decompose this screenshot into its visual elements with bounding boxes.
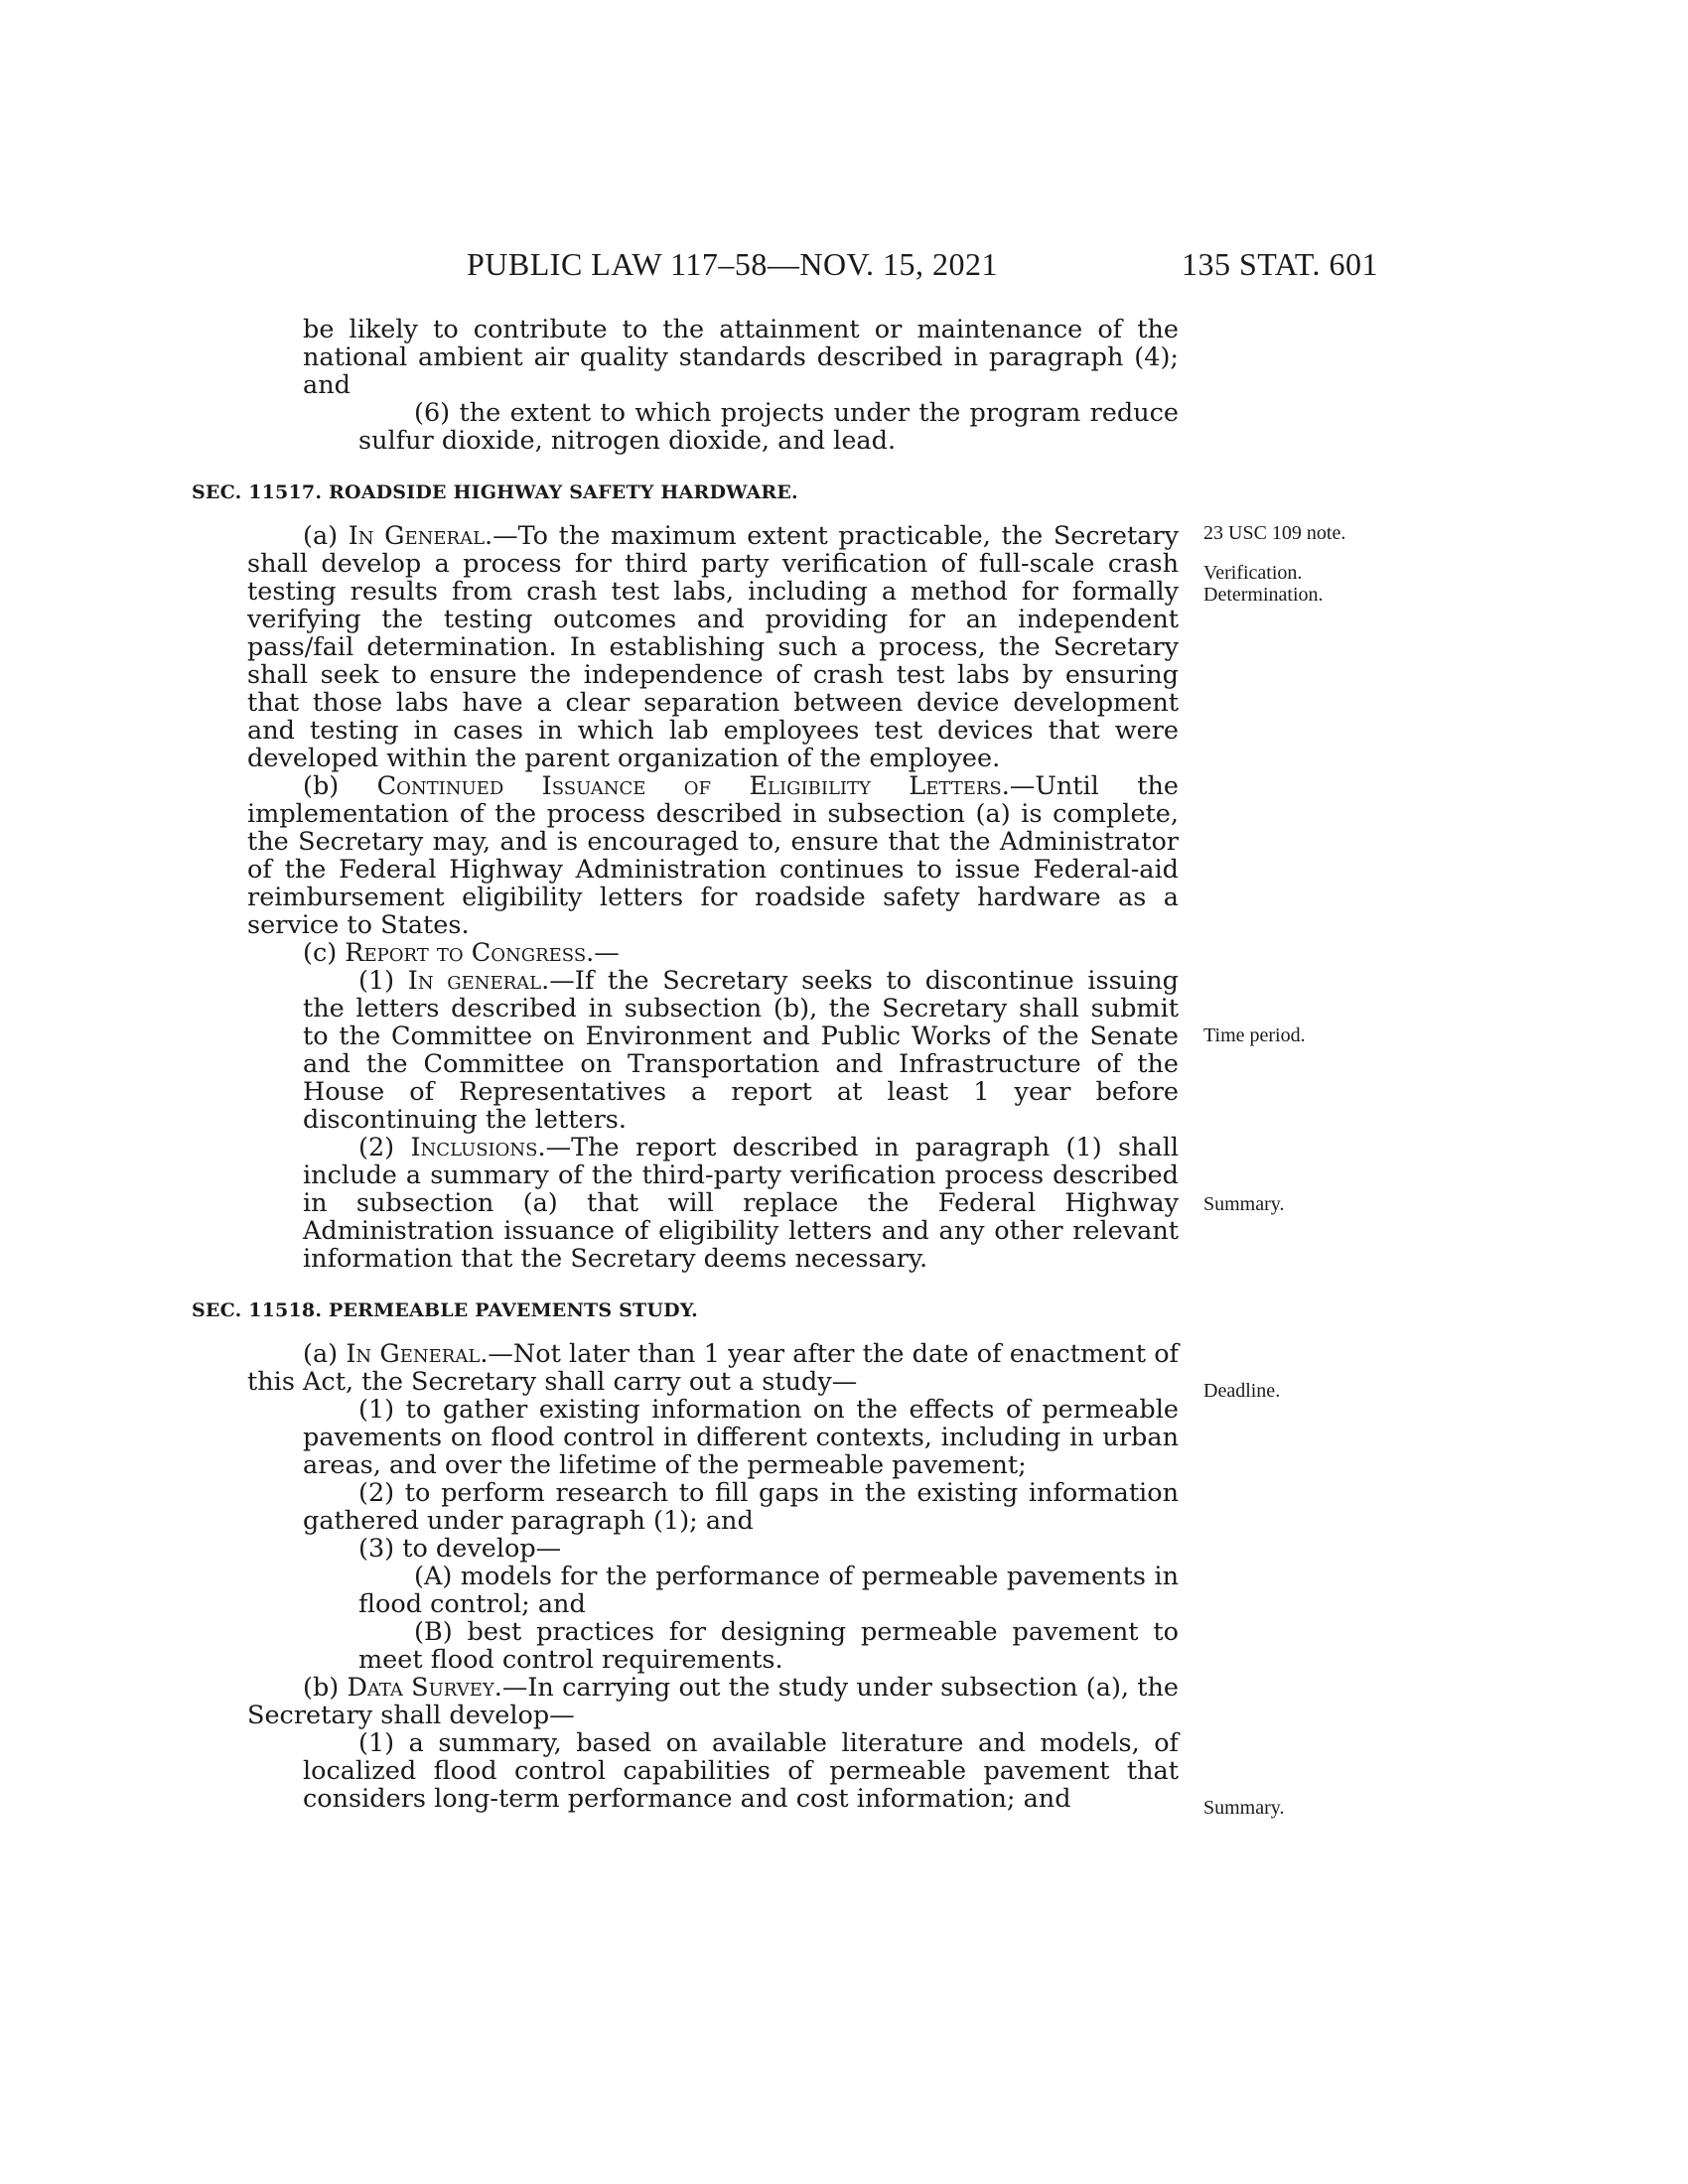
margin-note-time-period: Time period.: [1203, 1024, 1306, 1046]
subsection-text: .—: [586, 938, 620, 968]
paragraph-text: .—The report described in paragraph (1) shall include a summary of the third-party verification process described in subsection (a) that will replace the Federal Highway Administration issuance of eligibility letters and any other relevant information that the Secretary deems necessary.: [303, 1133, 1180, 1274]
subsection-heading: In General: [346, 1339, 481, 1369]
label: (1): [358, 966, 408, 996]
subsection-text: .—In carrying out the study under subsection (a), the Secretary shall develop—: [247, 1673, 1179, 1730]
paragraph-heading: In general: [407, 966, 542, 996]
subsection-11517-c: [247, 939, 1179, 967]
paragraph-11518-a2: (2) to perform research to fill gaps in the existing information gathered under paragraph (1); and: [303, 1478, 1179, 1536]
paragraph-11517-c1: [303, 967, 1179, 1134]
label: (2): [358, 1133, 411, 1162]
paragraph-11518-a3: (3) to develop—: [358, 1534, 562, 1564]
page-number: 135 STAT. 601: [1181, 246, 1378, 282]
subsection-text: .—To the maximum extent practicable, the Secretary shall develop a process for third party verification of full-scale crash testing results from crash test labs, including a method for formally verifying the testing outcomes and providing for an independent pass/fail determination. In establishing such a process, the Secretary shall seek to ensure the independence of crash test labs by ensuring that those labs have a clear separation between device development and testing in cases in which lab employees test devices that were developed within the parent organization of the employee.: [247, 521, 1179, 773]
paragraph-continuation: be likely to contribute to the attainment or maintenance of the national ambient air quality standards described in paragraph (4); and: [303, 315, 1179, 400]
subsection-11518-a: [247, 1340, 1179, 1396]
subsection-text: .—Not later than 1 year after the date of enactment of this Act, the Secretary shall carry out a study—: [247, 1339, 1179, 1397]
subsection-11517-b: [247, 772, 1179, 939]
margin-note-summary: Summary.: [1203, 1193, 1285, 1215]
paragraph-11517-c2: [303, 1134, 1179, 1273]
subsection-text: .—Until the implementation of the process described in subsection (a) is complete, the Secretary may, and is encouraged to, ensure that the Administrator of the Federal Highway Administration continues to issue Federal-aid reimbursement eligibility letters for roadside safety hardware as a service to States.: [247, 771, 1179, 940]
label: (c): [303, 938, 346, 968]
label: (a): [303, 1339, 347, 1369]
subparagraph-11518-a3A: (A) models for the performance of permeable pavements in flood control; and: [358, 1562, 1179, 1619]
paragraph-11518-b1: (1) a summary, based on available literature and models, of localized flood control capabilities of permeable pavement that considers long-term performance and cost information; and: [303, 1728, 1179, 1814]
header-title: PUBLIC LAW 117–58—NOV. 15, 2021: [467, 246, 999, 282]
document-body: [192, 315, 1180, 1814]
section-heading-11517: SEC. 11517. ROADSIDE HIGHWAY SAFETY HARDWARE.: [192, 481, 798, 503]
paragraph-11518-a1: (1) to gather existing information on the effects of permeable pavements on flood control in different contexts, including in urban areas, and over the lifetime of the permeable pavement;: [303, 1395, 1179, 1480]
running-header: [467, 246, 1378, 290]
label: (b): [303, 1673, 348, 1703]
margin-note-usc: 23 USC 109 note.: [1203, 522, 1346, 544]
margin-note-deadline: Deadline.: [1203, 1380, 1281, 1402]
subsection-heading: Data Survey: [347, 1673, 494, 1703]
section-heading-11518: SEC. 11518. PERMEABLE PAVEMENTS STUDY.: [192, 1299, 698, 1321]
subsection-heading: Continued Issuance of Eligibility Letters: [376, 771, 1002, 801]
subsection-11518-b: [247, 1674, 1179, 1729]
subsection-11517-a: [247, 522, 1179, 772]
paragraph-heading: Inclusions: [410, 1133, 538, 1162]
label: (b): [303, 771, 377, 801]
subsection-heading: In General: [348, 521, 486, 551]
paragraph-6: (6) the extent to which projects under the program reduce sulfur dioxide, nitrogen dioxide, and lead.: [358, 398, 1179, 456]
margin-note-verification: Verification.: [1203, 562, 1303, 584]
label: (a): [303, 521, 349, 551]
margin-note-summary-2: Summary.: [1203, 1797, 1285, 1819]
subparagraph-11518-a3B: (B) best practices for designing permeable pavement to meet flood control requirements.: [358, 1617, 1179, 1675]
paragraph-text: .—If the Secretary seeks to discontinue issuing the letters described in subsection (b), the Secretary shall submit to the Committee on Environment and Public Works of the Senate and the Committee on Transportation and Infrastructure of the House of Representatives a report at least 1 year before discontinuing the letters.: [303, 966, 1180, 1135]
margin-note-determination: Determination.: [1203, 584, 1324, 606]
subsection-heading: Report to Congress: [345, 938, 587, 968]
